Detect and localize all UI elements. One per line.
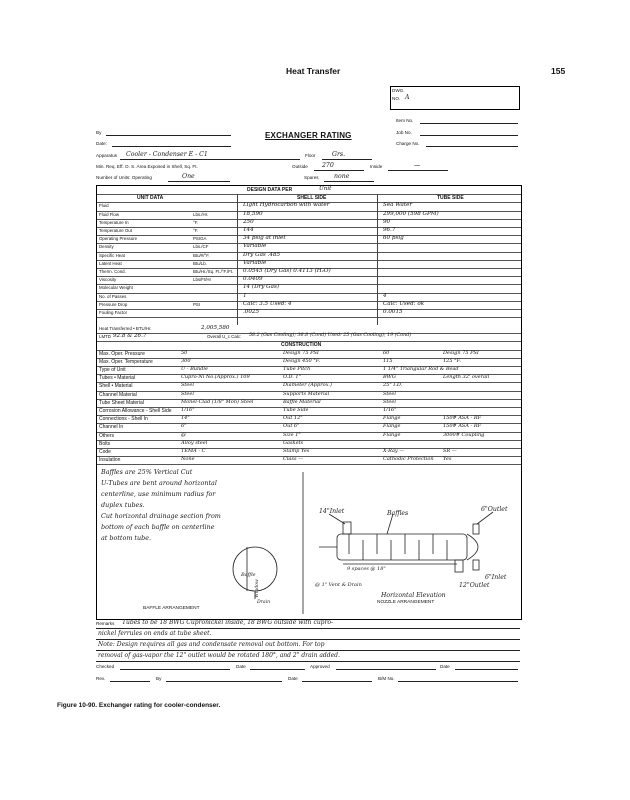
tube-side-col: TUBE SIDE bbox=[437, 195, 464, 202]
design-row-label: Molecular Weight bbox=[99, 285, 133, 291]
construction-row-label: Tubes • Material bbox=[99, 375, 136, 382]
exchanger-rating-title: EXCHANGER RATING bbox=[265, 131, 352, 140]
date-label: Date: bbox=[96, 141, 107, 146]
construction-row-c: 1 1/4" Triangular Rod & Bead bbox=[383, 366, 459, 372]
construction-row-c: Cathodic Protection bbox=[383, 456, 434, 463]
design-row-shell: 34 psig at inlet bbox=[243, 235, 286, 242]
date1-label: Date bbox=[236, 664, 246, 669]
construction-row-d: 125 °F. bbox=[443, 357, 461, 364]
construction-row-a: U - Bundle bbox=[181, 366, 208, 372]
apparatus-label: Apparatus bbox=[96, 153, 117, 158]
design-row-label: Operating Pressure bbox=[99, 236, 138, 242]
remarks-line2: nickel ferrules on ends at tube sheet. bbox=[98, 630, 212, 637]
exchanger-form bbox=[96, 185, 522, 620]
checked-label: Checked bbox=[96, 664, 115, 669]
rev-label: Rev. bbox=[96, 676, 106, 681]
design-data-heading: DESIGN DATA PER bbox=[247, 187, 293, 193]
construction-heading: CONSTRUCTION bbox=[281, 342, 322, 349]
sketch-drain-label: Drain bbox=[257, 600, 271, 605]
design-row-label: Specific Heat bbox=[99, 252, 125, 258]
floor-label: Floor bbox=[305, 153, 316, 158]
dwg-box bbox=[390, 86, 520, 110]
construction-row-label: Channel In bbox=[99, 424, 124, 431]
date2-label: Date bbox=[440, 664, 450, 669]
design-row-unit: Lbs./CF bbox=[193, 244, 209, 250]
sketch-outlet-12: 12"Outlet bbox=[459, 582, 490, 589]
construction-row-b: Tube Pitch bbox=[283, 366, 311, 372]
sketch-outlet-6: 6"Outlet bbox=[481, 506, 508, 513]
design-row-shell: Dry Gas .485 bbox=[243, 251, 281, 258]
shell-side-col: SHELL SIDE bbox=[297, 195, 327, 202]
construction-row-c: Steel bbox=[383, 390, 396, 397]
remarks-line4: removal of gas-vapor the 12" outlet would be rotated 180°, and 2" drain added. bbox=[98, 652, 340, 659]
construction-row-b: Out 6" bbox=[283, 423, 300, 430]
inside-label: Inside bbox=[370, 164, 383, 169]
by2-label: By bbox=[156, 676, 162, 681]
sketch-vent-drain: @ 1" Vent & Drain bbox=[315, 582, 362, 588]
design-row-shell: 250 bbox=[243, 218, 254, 225]
design-row-shell: 0.0545 (Dry Gas) 0.4113 (H₂O) bbox=[243, 268, 331, 274]
baffle-note-line: Cut horizontal drainage section from bbox=[101, 512, 221, 520]
dwg-no-value: A bbox=[405, 94, 410, 101]
design-row-shell: Variable bbox=[243, 259, 267, 266]
dwg-no-label: NO. bbox=[392, 96, 401, 101]
baffle-note-line: bottom of each baffle on centerline bbox=[101, 523, 215, 531]
construction-row-a: 1/16" bbox=[181, 407, 195, 413]
nozzle-arrangement-caption: NOZZLE ARRANGEMENT bbox=[377, 600, 435, 605]
design-row-label: Pressure Drop bbox=[99, 301, 128, 307]
construction-row-b: Design 450 °F. bbox=[283, 357, 321, 364]
construction-row-a: Steel bbox=[181, 382, 194, 389]
design-row-label: Temperature Out bbox=[99, 228, 132, 233]
construction-row-a: None bbox=[181, 456, 195, 463]
remarks-line1: Tubes to be 18 BWG Cupronickel inside, 18 BWG outside with cupro- bbox=[122, 619, 334, 626]
design-row-shell: 18,590 bbox=[243, 210, 263, 217]
construction-row-c: X-Ray — bbox=[383, 448, 405, 454]
design-row-label: Temperature In bbox=[99, 219, 129, 225]
baffle-note-line: Baffles are 25% Vertical Cut bbox=[101, 468, 193, 476]
design-row-unit: Btu/#/°F. bbox=[193, 252, 210, 258]
construction-row-b: Supports Material bbox=[283, 390, 330, 397]
construction-row-b: Out 12" bbox=[283, 415, 303, 422]
construction-row-label: Code bbox=[99, 449, 111, 455]
construction-row-b: Gaskets bbox=[283, 439, 304, 446]
construction-row-a: 300 bbox=[181, 357, 191, 364]
construction-row-label: Tube Sheet Material bbox=[99, 399, 144, 406]
construction-row-c: 115 bbox=[383, 357, 393, 364]
design-row-tube: Sea Water bbox=[383, 202, 413, 209]
design-row bbox=[97, 309, 521, 318]
construction-row-c: Steel bbox=[383, 398, 396, 405]
baffle-note-line: at bottom tube. bbox=[101, 534, 152, 542]
construction-row-label: Max. Oper. Temperature bbox=[99, 358, 153, 365]
construction-row-b: Diameter (Approx.) bbox=[283, 382, 332, 389]
design-row-label: Therm. Cond. bbox=[99, 269, 126, 274]
sketch-inlet-14: 14"Inlet bbox=[319, 508, 345, 515]
construction-row-c: 60 bbox=[383, 349, 390, 356]
construction-row-d: Length 32' overall bbox=[443, 374, 490, 381]
job-no-label: Job No. bbox=[396, 130, 412, 135]
apparatus-value: Cooler - Condenser E - C1 bbox=[126, 151, 208, 158]
lmtd-label: LMTD bbox=[99, 334, 111, 340]
construction-row-d: Yes bbox=[443, 456, 452, 463]
design-row-unit: Lbs/Ft/Hr bbox=[193, 277, 212, 283]
construction-row-c: Flange bbox=[383, 423, 401, 430]
design-row-tube: Calc: Used: ok bbox=[383, 300, 425, 307]
by-label: By bbox=[96, 130, 102, 135]
design-row-unit: Btu/Lb. bbox=[193, 260, 207, 266]
sketch-baffles: Baffles bbox=[387, 510, 409, 517]
design-row-shell: Variable bbox=[243, 243, 267, 250]
inside-value: — bbox=[414, 162, 421, 169]
baffle-note-line: duplex tubes. bbox=[101, 501, 145, 509]
design-row-tube: 4 bbox=[383, 292, 387, 299]
construction-row-b: Design 75 PSI bbox=[283, 349, 319, 356]
sketch-horizontal-elevation: Horizontal Elevation bbox=[381, 592, 446, 599]
sketch-window-label: Window bbox=[254, 579, 260, 598]
date3-label: Date bbox=[288, 676, 298, 681]
construction-row-b: Class — bbox=[283, 456, 304, 463]
lmtd-value: 92.8 & 26.7 bbox=[113, 333, 147, 340]
construction-row-c: 1/16" bbox=[383, 407, 397, 413]
construction-row-label: Bolts bbox=[99, 440, 111, 447]
construction-row-a: 6" bbox=[181, 423, 187, 430]
construction-row-c: Flange bbox=[383, 415, 401, 422]
construction-row-a: Steel bbox=[181, 390, 194, 397]
design-row-shell: 0.0409 bbox=[243, 276, 263, 283]
item-no-label: Item No. bbox=[396, 118, 414, 123]
construction-row-b: Size 1" bbox=[283, 431, 301, 438]
construction-row-label: Connections - Shell In bbox=[99, 416, 148, 423]
construction-row-label: Corrosion Allowance - Shell Side bbox=[99, 408, 172, 414]
design-data-heading-value: Unit bbox=[319, 186, 332, 192]
construction-row-label: Insulation bbox=[99, 457, 121, 464]
design-row-unit: °F. bbox=[193, 228, 199, 233]
construction-row-label: Shell • Material bbox=[99, 383, 133, 390]
design-row-tube: 60 psig bbox=[383, 235, 404, 242]
sketch-baffle-label: Baffle bbox=[241, 572, 256, 578]
construction-row-a: 50 bbox=[181, 349, 188, 356]
construction-row-a: Cupro-Ni No.(Approx.) 109 bbox=[181, 374, 250, 381]
design-row-label: Fluid Flow bbox=[99, 211, 120, 217]
units-label: Number of Units: Operating bbox=[96, 175, 152, 180]
sketch-inlet-6: 6"Inlet bbox=[485, 574, 507, 581]
design-row-shell: 1 bbox=[243, 292, 247, 299]
baffle-arrangement-caption: BAFFLE ARRANGEMENT bbox=[143, 606, 200, 611]
construction-row-a: 14" bbox=[181, 415, 190, 422]
overall-u-value: 58.2 (Gas Cooling); 36.8 (Cond) Used: 25 (Gas Cooling); 19 (Cond) bbox=[249, 333, 412, 339]
dwg-label: DWG. bbox=[392, 88, 405, 93]
design-row-label: Fluid bbox=[99, 203, 109, 209]
construction-row-c: 25" I.D. bbox=[383, 382, 403, 389]
design-row-label: Density bbox=[99, 244, 114, 250]
outside-value: 270 bbox=[322, 162, 334, 169]
sketch-spaces: 9 spaces @ 18" bbox=[347, 566, 386, 572]
remarks-line3: Note: Design requires all gas and condensate removal out bottom. For top bbox=[98, 641, 325, 648]
design-row-unit: °F. bbox=[193, 219, 199, 225]
remarks-label: Remarks bbox=[96, 621, 115, 626]
page-header-title: Heat Transfer bbox=[286, 66, 341, 76]
design-row-label: Fouling Factor bbox=[99, 310, 128, 315]
construction-row-b: O.D. 1" bbox=[283, 374, 301, 381]
outside-label: Outside bbox=[292, 164, 308, 169]
design-row-tube: 96.7 bbox=[383, 227, 396, 233]
design-row-unit: PSI bbox=[193, 301, 201, 307]
floor-value: Grs. bbox=[332, 151, 346, 158]
construction-row-b: Stamp Yes bbox=[283, 448, 310, 454]
approved-label: Approved bbox=[310, 664, 330, 669]
design-row-tube: 0.0015 bbox=[383, 309, 403, 315]
design-row-shell: .0025 bbox=[243, 309, 260, 315]
exchanger-sketch bbox=[97, 464, 521, 614]
construction-row-label: Max. Oper. Pressure bbox=[99, 350, 145, 357]
design-row-unit: Btu/Hr./Sq. Ft./°F./Ft. bbox=[193, 269, 234, 274]
construction-row-c: Flange bbox=[383, 431, 401, 438]
unit-data-col: UNIT DATA bbox=[137, 195, 164, 202]
design-row-label: Viscosity bbox=[99, 277, 117, 283]
design-row-unit: PSIGA bbox=[193, 236, 207, 242]
construction-row-a: @ bbox=[181, 431, 186, 438]
baffle-note-line: U-Tubes are bent around horizontal bbox=[101, 479, 217, 487]
construction-row-d: 3000# Coupling bbox=[443, 431, 485, 438]
construction-row-d: Design 75 PSI bbox=[443, 349, 479, 356]
bm-no-label: B/M No. bbox=[378, 676, 395, 681]
construction-row-a: TEMA - C bbox=[181, 448, 206, 454]
design-row-label: No. of Passes bbox=[99, 293, 127, 299]
units-value: One bbox=[182, 173, 195, 180]
construction-row-label: Others bbox=[99, 432, 115, 439]
design-row-shell: Calc: 3.5 Used: 4 bbox=[243, 300, 292, 307]
construction-row-a: Monel-Clad (1/8" Mon) Steel bbox=[181, 398, 254, 405]
min-req-label: Min. Req. Eff. O. S. Area Exposed in Shell, Sq. Ft. bbox=[96, 164, 198, 169]
design-row-label: Latent Heat bbox=[99, 260, 122, 266]
figure-caption: Figure 10-90. Exchanger rating for cooler-condenser. bbox=[57, 702, 221, 709]
heat-transferred-value: 2,005,580 bbox=[201, 325, 230, 331]
construction-row-d: 150# ASA - RF bbox=[443, 415, 482, 422]
design-row-unit: Lbs./Hr. bbox=[193, 211, 209, 217]
baffle-note-line: centerline, use minimum radius for bbox=[101, 490, 216, 498]
design-row-shell: 14 (Dry Gas) bbox=[243, 284, 280, 291]
design-row-tube: 90 bbox=[383, 218, 391, 225]
design-row-shell: 144 bbox=[243, 227, 254, 233]
construction-row-d: SR — bbox=[443, 448, 457, 454]
charge-no-label: Charge No. bbox=[396, 141, 420, 146]
construction-row-d: 150# ASA - RF bbox=[443, 423, 482, 430]
page-number: 155 bbox=[551, 66, 566, 76]
design-row-shell: Light Hydrocarbon with water bbox=[243, 202, 330, 209]
construction-row-a: Alloy steel bbox=[181, 439, 208, 446]
design-row-tube: 299,000 (598 GPM) bbox=[383, 210, 439, 217]
construction-row-label: Type of Unit bbox=[99, 367, 126, 373]
overall-u-label: Overall U_c Calc: bbox=[207, 334, 242, 340]
spares-label: Spares bbox=[304, 175, 319, 180]
construction-row-c: BWG bbox=[383, 374, 396, 381]
construction-row-label: Channel Material bbox=[99, 391, 137, 398]
construction-row-b: Tube Side bbox=[283, 407, 309, 413]
construction-row-b: Baffle Material bbox=[283, 398, 321, 405]
spares-value: none bbox=[334, 173, 350, 180]
heat-transferred-label: Heat Transferred • BTU/Hr. bbox=[99, 326, 152, 331]
